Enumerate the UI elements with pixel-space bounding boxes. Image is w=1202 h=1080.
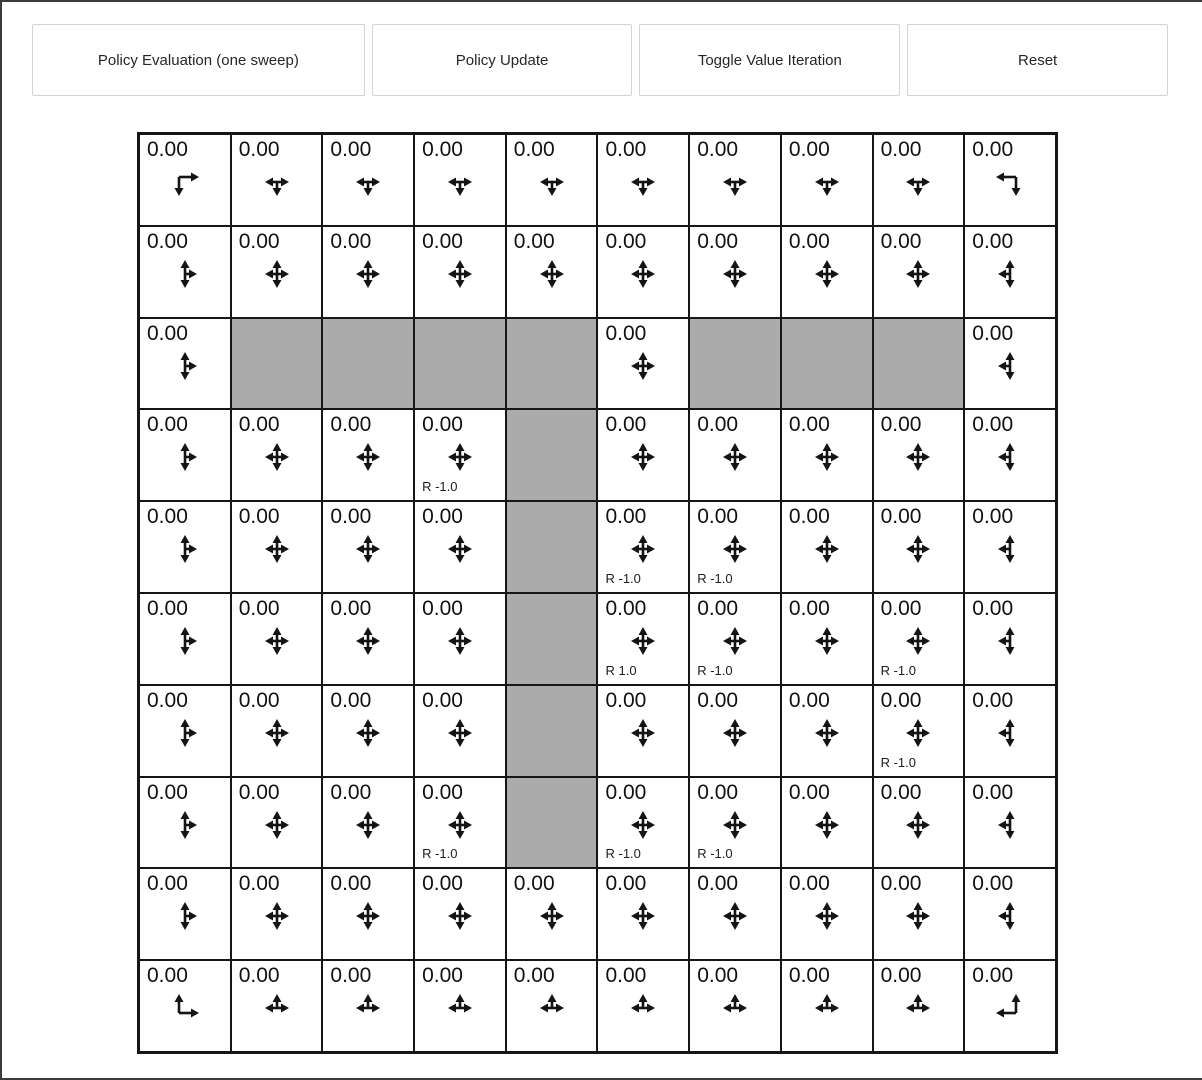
grid-cell[interactable] bbox=[964, 685, 1056, 777]
cell-value: 0.00 bbox=[972, 597, 1014, 620]
policy-arrow-udlr-icon bbox=[805, 256, 849, 292]
cell-value: 0.00 bbox=[330, 413, 372, 437]
grid-cell[interactable] bbox=[689, 960, 781, 1052]
policy-arrow-udlr-icon bbox=[713, 531, 757, 567]
policy-arrow-udr-icon bbox=[163, 439, 207, 475]
cell-value: 0.00 bbox=[147, 688, 188, 712]
policy-arrow-udlr-icon bbox=[896, 715, 940, 751]
cell-value: 0.00 bbox=[330, 780, 372, 804]
grid-cell[interactable] bbox=[873, 501, 965, 593]
cell-value: 0.00 bbox=[238, 505, 280, 529]
policy-arrow-udlr-icon bbox=[896, 531, 940, 567]
cell-value: 0.00 bbox=[513, 138, 555, 161]
policy-arrow-udlr-icon bbox=[346, 898, 390, 934]
policy-arrow-dlr-icon bbox=[530, 164, 574, 200]
grid-cell[interactable] bbox=[322, 960, 414, 1052]
cell-value: 0.00 bbox=[605, 321, 647, 345]
cell-value: 0.00 bbox=[880, 505, 922, 529]
grid-cell[interactable] bbox=[597, 318, 689, 410]
policy-arrow-udlr-icon bbox=[255, 715, 299, 751]
grid-cell[interactable] bbox=[139, 777, 231, 869]
cell-value: 0.00 bbox=[697, 597, 739, 620]
policy-arrow-udl-icon bbox=[988, 715, 1032, 751]
cell-value: 0.00 bbox=[788, 688, 830, 712]
cell-value: 0.00 bbox=[972, 688, 1014, 712]
grid-cell[interactable] bbox=[689, 777, 781, 869]
cell-value: 0.00 bbox=[238, 413, 280, 437]
wall-cell[interactable] bbox=[506, 777, 598, 869]
policy-arrow-udlr-icon bbox=[346, 623, 390, 659]
cell-value: 0.00 bbox=[147, 872, 188, 896]
grid-cell[interactable] bbox=[964, 226, 1056, 318]
grid-cell[interactable] bbox=[597, 960, 689, 1052]
wall-cell[interactable] bbox=[506, 593, 598, 685]
cell-reward-label: R -1.0 bbox=[880, 662, 916, 678]
policy-arrow-udlr-icon bbox=[713, 256, 757, 292]
grid-cell[interactable] bbox=[689, 409, 781, 501]
grid-cell[interactable] bbox=[139, 868, 231, 960]
cell-value: 0.00 bbox=[880, 872, 922, 896]
grid-cell[interactable] bbox=[781, 226, 873, 318]
cell-value: 0.00 bbox=[330, 688, 372, 712]
grid-cell[interactable] bbox=[414, 501, 506, 593]
grid-cell[interactable] bbox=[597, 593, 689, 685]
cell-value: 0.00 bbox=[330, 138, 372, 161]
policy-arrow-udlr-icon bbox=[713, 623, 757, 659]
policy-arrow-udr-icon bbox=[163, 807, 207, 843]
policy-arrow-udl-icon bbox=[988, 348, 1032, 384]
grid-cell[interactable] bbox=[322, 685, 414, 777]
grid-cell[interactable] bbox=[231, 777, 323, 869]
grid-cell[interactable] bbox=[414, 593, 506, 685]
policy-arrow-udlr-icon bbox=[621, 623, 665, 659]
grid-cell[interactable] bbox=[689, 593, 781, 685]
grid-cell[interactable] bbox=[597, 685, 689, 777]
cell-value: 0.00 bbox=[605, 505, 647, 529]
cell-value: 0.00 bbox=[880, 597, 922, 620]
cell-value: 0.00 bbox=[422, 413, 463, 437]
cell-value: 0.00 bbox=[697, 688, 739, 712]
grid-cell[interactable] bbox=[414, 134, 506, 226]
grid-cell[interactable] bbox=[781, 593, 873, 685]
policy-arrow-udlr-icon bbox=[438, 439, 482, 475]
policy-arrow-udr-icon bbox=[163, 256, 207, 292]
cell-value: 0.00 bbox=[788, 229, 830, 253]
cell-value: 0.00 bbox=[697, 872, 739, 896]
grid-cell[interactable] bbox=[964, 318, 1056, 410]
grid-cell[interactable] bbox=[139, 593, 231, 685]
grid-cell[interactable] bbox=[689, 226, 781, 318]
grid-cell[interactable] bbox=[781, 409, 873, 501]
grid-cell[interactable] bbox=[231, 226, 323, 318]
policy-arrow-udlr-icon bbox=[805, 715, 849, 751]
policy-arrow-udlr-icon bbox=[255, 439, 299, 475]
grid-cell[interactable] bbox=[231, 868, 323, 960]
cell-value: 0.00 bbox=[788, 413, 830, 437]
wall-cell[interactable] bbox=[506, 685, 598, 777]
cell-reward-label: R -1.0 bbox=[422, 479, 458, 495]
cell-value: 0.00 bbox=[147, 321, 188, 345]
cell-value: 0.00 bbox=[972, 229, 1014, 253]
grid-cell[interactable] bbox=[689, 868, 781, 960]
policy-arrow-ulr-icon bbox=[346, 990, 390, 1026]
grid-cell[interactable] bbox=[322, 134, 414, 226]
policy-arrow-udlr-icon bbox=[713, 898, 757, 934]
toolbar bbox=[32, 24, 1168, 96]
cell-value: 0.00 bbox=[605, 138, 647, 161]
policy-arrow-dlr-icon bbox=[438, 164, 482, 200]
grid-cell[interactable] bbox=[231, 960, 323, 1052]
grid-cell[interactable] bbox=[414, 777, 506, 869]
wall-cell[interactable] bbox=[231, 318, 323, 410]
grid-cell[interactable] bbox=[139, 409, 231, 501]
cell-value: 0.00 bbox=[788, 138, 830, 161]
policy-arrow-udr-icon bbox=[163, 531, 207, 567]
cell-reward-label: R -1.0 bbox=[697, 662, 733, 678]
policy-arrow-udlr-icon bbox=[530, 256, 574, 292]
policy-arrow-ur-icon bbox=[163, 990, 207, 1026]
cell-value: 0.00 bbox=[422, 229, 463, 253]
cell-value: 0.00 bbox=[788, 505, 830, 529]
cell-reward-label: R -1.0 bbox=[697, 571, 733, 586]
cell-value: 0.00 bbox=[697, 964, 739, 988]
cell-value: 0.00 bbox=[513, 964, 555, 988]
cell-value: 0.00 bbox=[788, 780, 830, 804]
grid-cell[interactable] bbox=[322, 501, 414, 593]
grid-cell[interactable] bbox=[506, 226, 598, 318]
grid-cell[interactable] bbox=[139, 501, 231, 593]
grid-cell[interactable] bbox=[873, 868, 965, 960]
policy-arrow-udlr-icon bbox=[346, 715, 390, 751]
policy-arrow-ulr-icon bbox=[713, 990, 757, 1026]
grid-cell[interactable] bbox=[322, 777, 414, 869]
cell-value: 0.00 bbox=[147, 138, 188, 161]
cell-value: 0.00 bbox=[880, 229, 922, 253]
policy-arrow-udlr-icon bbox=[896, 807, 940, 843]
policy-arrow-ul-icon bbox=[988, 990, 1032, 1026]
grid-cell[interactable] bbox=[873, 134, 965, 226]
policy-arrow-udr-icon bbox=[163, 348, 207, 384]
cell-value: 0.00 bbox=[147, 964, 188, 988]
grid-cell[interactable] bbox=[964, 593, 1056, 685]
cell-value: 0.00 bbox=[697, 229, 739, 253]
grid-cell[interactable] bbox=[873, 226, 965, 318]
policy-arrow-udlr-icon bbox=[438, 807, 482, 843]
policy-arrow-udlr-icon bbox=[713, 439, 757, 475]
cell-value: 0.00 bbox=[147, 505, 188, 529]
grid-cell[interactable] bbox=[781, 134, 873, 226]
grid-cell[interactable] bbox=[597, 409, 689, 501]
policy-arrow-udlr-icon bbox=[438, 623, 482, 659]
cell-value: 0.00 bbox=[422, 964, 463, 988]
policy-arrow-udlr-icon bbox=[621, 898, 665, 934]
cell-value: 0.00 bbox=[880, 688, 922, 712]
policy-arrow-udlr-icon bbox=[346, 256, 390, 292]
cell-value: 0.00 bbox=[788, 597, 830, 620]
grid-cell[interactable] bbox=[597, 777, 689, 869]
gridworld bbox=[137, 132, 1058, 1054]
policy-arrow-dlr-icon bbox=[713, 164, 757, 200]
policy-arrow-udlr-icon bbox=[530, 898, 574, 934]
grid-cell[interactable] bbox=[781, 960, 873, 1052]
cell-reward-label: R 1.0 bbox=[605, 662, 637, 678]
grid-cell[interactable] bbox=[873, 593, 965, 685]
cell-value: 0.00 bbox=[238, 780, 280, 804]
policy-arrow-udl-icon bbox=[988, 898, 1032, 934]
policy-arrow-udlr-icon bbox=[621, 256, 665, 292]
policy-arrow-ulr-icon bbox=[438, 990, 482, 1026]
grid-cell[interactable] bbox=[781, 501, 873, 593]
cell-value: 0.00 bbox=[972, 413, 1014, 437]
grid-cell[interactable] bbox=[506, 868, 598, 960]
cell-value: 0.00 bbox=[880, 138, 922, 161]
grid-cell[interactable] bbox=[873, 685, 965, 777]
grid-cell[interactable] bbox=[139, 318, 231, 410]
wall-cell[interactable] bbox=[506, 501, 598, 593]
cell-value: 0.00 bbox=[422, 597, 463, 620]
policy-arrow-udlr-icon bbox=[255, 256, 299, 292]
policy-arrow-udl-icon bbox=[988, 807, 1032, 843]
policy-arrow-udlr-icon bbox=[255, 807, 299, 843]
grid-cell[interactable] bbox=[597, 134, 689, 226]
grid-cell[interactable] bbox=[964, 960, 1056, 1052]
grid-cell[interactable] bbox=[964, 409, 1056, 501]
cell-value: 0.00 bbox=[697, 413, 739, 437]
grid-cell[interactable] bbox=[689, 685, 781, 777]
cell-value: 0.00 bbox=[147, 597, 188, 620]
wall-cell[interactable] bbox=[781, 318, 873, 410]
cell-value: 0.00 bbox=[605, 597, 647, 620]
policy-arrow-udl-icon bbox=[988, 623, 1032, 659]
cell-value: 0.00 bbox=[880, 780, 922, 804]
policy-arrow-udlr-icon bbox=[621, 439, 665, 475]
cell-value: 0.00 bbox=[238, 872, 280, 896]
policy-arrow-udlr-icon bbox=[805, 807, 849, 843]
policy-arrow-udlr-icon bbox=[438, 715, 482, 751]
grid-cell[interactable] bbox=[781, 777, 873, 869]
grid-cell[interactable] bbox=[231, 685, 323, 777]
policy-arrow-udlr-icon bbox=[896, 623, 940, 659]
wall-cell[interactable] bbox=[506, 409, 598, 501]
policy-arrow-udlr-icon bbox=[896, 439, 940, 475]
grid-cell[interactable] bbox=[322, 409, 414, 501]
policy-arrow-udlr-icon bbox=[255, 623, 299, 659]
policy-arrow-udlr-icon bbox=[896, 256, 940, 292]
grid-cell[interactable] bbox=[231, 134, 323, 226]
cell-value: 0.00 bbox=[422, 688, 463, 712]
cell-value: 0.00 bbox=[147, 229, 188, 253]
policy-arrow-udlr-icon bbox=[621, 531, 665, 567]
cell-value: 0.00 bbox=[147, 780, 188, 804]
policy-arrow-udlr-icon bbox=[805, 531, 849, 567]
grid-cell[interactable] bbox=[139, 134, 231, 226]
policy-arrow-ulr-icon bbox=[255, 990, 299, 1026]
policy-arrow-udlr-icon bbox=[896, 898, 940, 934]
policy-arrow-dr-icon bbox=[163, 164, 207, 200]
grid-cell[interactable] bbox=[964, 868, 1056, 960]
cell-value: 0.00 bbox=[972, 964, 1014, 988]
cell-value: 0.00 bbox=[605, 872, 647, 896]
policy-arrow-dlr-icon bbox=[621, 164, 665, 200]
policy-arrow-udlr-icon bbox=[713, 807, 757, 843]
cell-value: 0.00 bbox=[238, 138, 280, 161]
cell-value: 0.00 bbox=[422, 138, 463, 161]
cell-value: 0.00 bbox=[605, 229, 647, 253]
wall-cell[interactable] bbox=[689, 318, 781, 410]
grid-cell[interactable] bbox=[689, 134, 781, 226]
toggle-value-iteration-button[interactable]: Toggle Value Iteration bbox=[639, 24, 900, 96]
policy-arrow-udr-icon bbox=[163, 623, 207, 659]
wall-cell[interactable] bbox=[506, 318, 598, 410]
grid-cell[interactable] bbox=[414, 685, 506, 777]
cell-value: 0.00 bbox=[605, 413, 647, 437]
cell-value: 0.00 bbox=[880, 413, 922, 437]
policy-arrow-udl-icon bbox=[988, 439, 1032, 475]
cell-value: 0.00 bbox=[330, 597, 372, 620]
policy-arrow-dlr-icon bbox=[896, 164, 940, 200]
policy-arrow-udlr-icon bbox=[621, 807, 665, 843]
cell-reward-label: R -1.0 bbox=[605, 571, 641, 586]
policy-evaluation-button[interactable]: Policy Evaluation (one sweep) bbox=[32, 24, 365, 96]
grid-cell[interactable] bbox=[506, 960, 598, 1052]
grid-cell[interactable] bbox=[689, 501, 781, 593]
grid-cell[interactable] bbox=[139, 960, 231, 1052]
policy-arrow-udlr-icon bbox=[346, 439, 390, 475]
grid-cell[interactable] bbox=[322, 226, 414, 318]
policy-arrow-udlr-icon bbox=[621, 348, 665, 384]
cell-value: 0.00 bbox=[238, 688, 280, 712]
cell-reward-label: R -1.0 bbox=[880, 754, 916, 770]
policy-arrow-udlr-icon bbox=[438, 256, 482, 292]
cell-value: 0.00 bbox=[422, 872, 463, 896]
cell-value: 0.00 bbox=[513, 229, 555, 253]
cell-reward-label: R -1.0 bbox=[422, 846, 458, 862]
grid-cell[interactable] bbox=[322, 593, 414, 685]
grid-cell[interactable] bbox=[506, 134, 598, 226]
cell-value: 0.00 bbox=[972, 872, 1014, 896]
grid-cell[interactable] bbox=[597, 868, 689, 960]
policy-arrow-udlr-icon bbox=[255, 531, 299, 567]
grid-cell[interactable] bbox=[414, 960, 506, 1052]
policy-arrow-udlr-icon bbox=[713, 715, 757, 751]
cell-value: 0.00 bbox=[972, 505, 1014, 529]
policy-arrow-dlr-icon bbox=[255, 164, 299, 200]
cell-value: 0.00 bbox=[330, 229, 372, 253]
grid-cell[interactable] bbox=[597, 501, 689, 593]
policy-update-button[interactable]: Policy Update bbox=[372, 24, 633, 96]
cell-value: 0.00 bbox=[422, 780, 463, 804]
grid-cell[interactable] bbox=[139, 685, 231, 777]
grid-cell[interactable] bbox=[414, 868, 506, 960]
wall-cell[interactable] bbox=[873, 318, 965, 410]
grid-cell[interactable] bbox=[414, 226, 506, 318]
grid-cell[interactable] bbox=[781, 868, 873, 960]
policy-arrow-udlr-icon bbox=[438, 898, 482, 934]
grid-cell[interactable] bbox=[964, 134, 1056, 226]
cell-value: 0.00 bbox=[513, 872, 555, 896]
cell-value: 0.00 bbox=[238, 597, 280, 620]
policy-arrow-udl-icon bbox=[988, 531, 1032, 567]
policy-arrow-udl-icon bbox=[988, 256, 1032, 292]
grid-cell[interactable] bbox=[597, 226, 689, 318]
grid-cell[interactable] bbox=[414, 409, 506, 501]
cell-value: 0.00 bbox=[605, 964, 647, 988]
policy-arrow-udlr-icon bbox=[805, 439, 849, 475]
grid-cell[interactable] bbox=[873, 409, 965, 501]
policy-arrow-udr-icon bbox=[163, 715, 207, 751]
policy-arrow-udlr-icon bbox=[621, 715, 665, 751]
policy-arrow-udlr-icon bbox=[805, 898, 849, 934]
cell-value: 0.00 bbox=[697, 780, 739, 804]
cell-value: 0.00 bbox=[330, 505, 372, 529]
cell-value: 0.00 bbox=[238, 964, 280, 988]
cell-value: 0.00 bbox=[972, 138, 1014, 161]
grid-cell[interactable] bbox=[231, 593, 323, 685]
policy-arrow-udlr-icon bbox=[255, 898, 299, 934]
cell-value: 0.00 bbox=[972, 321, 1014, 345]
grid-cell[interactable] bbox=[231, 501, 323, 593]
policy-arrow-ulr-icon bbox=[621, 990, 665, 1026]
grid-cell[interactable] bbox=[964, 777, 1056, 869]
cell-value: 0.00 bbox=[788, 872, 830, 896]
cell-value: 0.00 bbox=[605, 688, 647, 712]
grid-cell[interactable] bbox=[781, 685, 873, 777]
wall-cell[interactable] bbox=[322, 318, 414, 410]
grid-cell[interactable] bbox=[873, 777, 965, 869]
policy-arrow-udr-icon bbox=[163, 898, 207, 934]
cell-value: 0.00 bbox=[330, 872, 372, 896]
policy-arrow-udlr-icon bbox=[346, 531, 390, 567]
policy-arrow-ulr-icon bbox=[896, 990, 940, 1026]
policy-arrow-udlr-icon bbox=[346, 807, 390, 843]
cell-value: 0.00 bbox=[605, 780, 647, 804]
policy-arrow-dl-icon bbox=[988, 164, 1032, 200]
cell-value: 0.00 bbox=[972, 780, 1014, 804]
wall-cell[interactable] bbox=[414, 318, 506, 410]
policy-arrow-udlr-icon bbox=[805, 623, 849, 659]
policy-arrow-dlr-icon bbox=[805, 164, 849, 200]
cell-value: 0.00 bbox=[880, 964, 922, 988]
cell-value: 0.00 bbox=[147, 413, 188, 437]
cell-value: 0.00 bbox=[788, 964, 830, 988]
grid-cell[interactable] bbox=[231, 409, 323, 501]
grid-cell[interactable] bbox=[964, 501, 1056, 593]
policy-arrow-udlr-icon bbox=[438, 531, 482, 567]
cell-value: 0.00 bbox=[697, 505, 739, 529]
cell-reward-label: R -1.0 bbox=[605, 846, 641, 862]
policy-arrow-ulr-icon bbox=[805, 990, 849, 1026]
cell-value: 0.00 bbox=[330, 964, 372, 988]
cell-value: 0.00 bbox=[238, 229, 280, 253]
policy-arrow-dlr-icon bbox=[346, 164, 390, 200]
policy-arrow-ulr-icon bbox=[530, 990, 574, 1026]
reset-button[interactable]: Reset bbox=[907, 24, 1168, 96]
grid-cell[interactable] bbox=[873, 960, 965, 1052]
grid-cell[interactable] bbox=[322, 868, 414, 960]
cell-reward-label: R -1.0 bbox=[697, 846, 733, 862]
grid-cell[interactable] bbox=[139, 226, 231, 318]
cell-value: 0.00 bbox=[697, 138, 739, 161]
cell-value: 0.00 bbox=[422, 505, 463, 529]
